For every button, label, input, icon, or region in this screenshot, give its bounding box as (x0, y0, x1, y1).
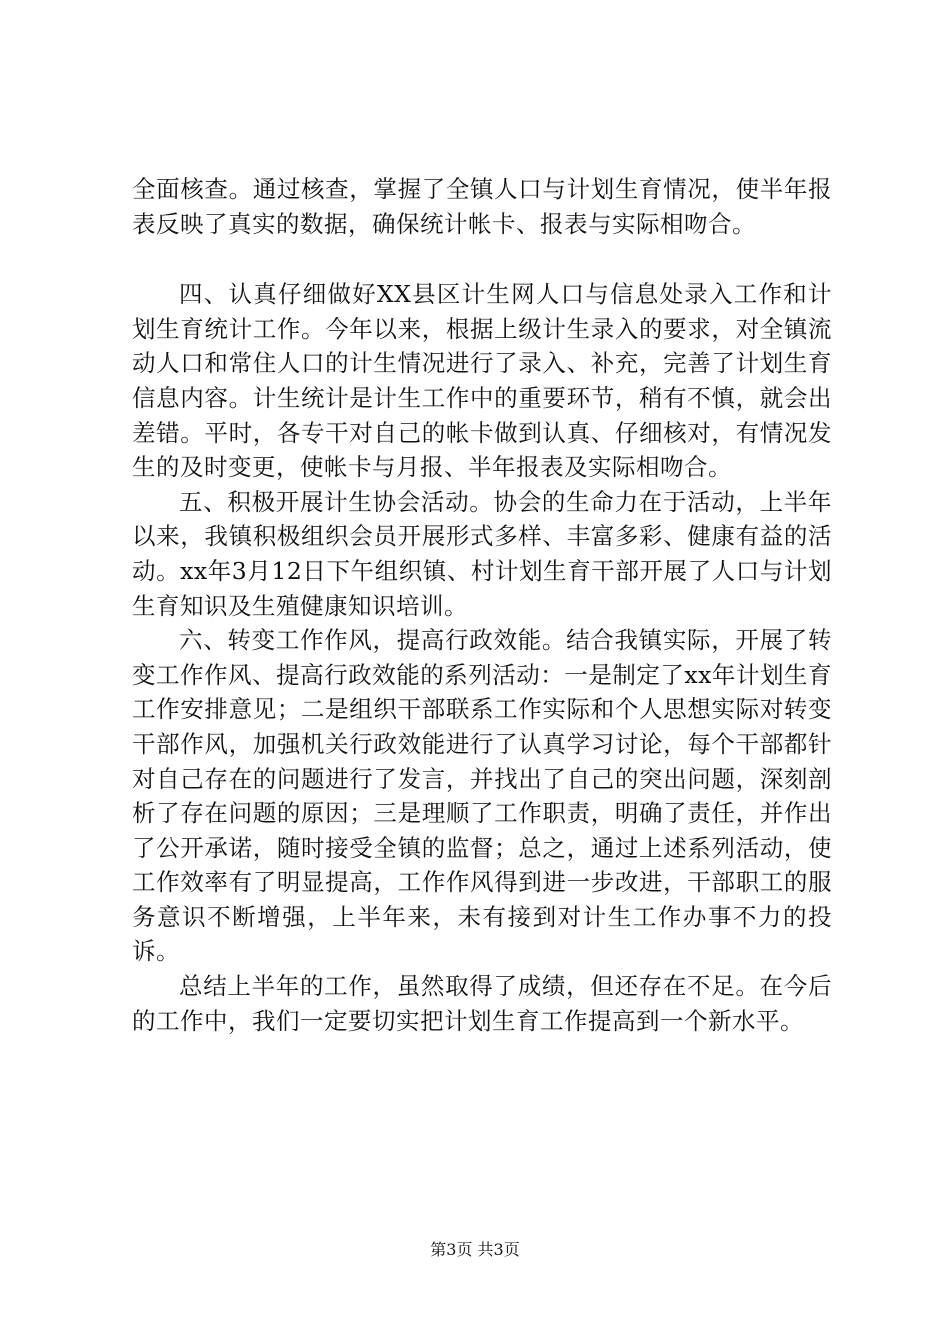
paragraph-section-four: 四、认真仔细做好XX县区计生网人口与信息处录入工作和计划生育统计工作。今年以来，根据上级计生录入的要求，对全镇流动人口和常住人口的计生情况进行了录入、补充，完善了计划生育信息内容。计生统计是计生工作中的重要环节，稍有不慎，就会出差错。平时，各专干对自己的帐卡做到认真、仔细核对，有情况发生的及时变更，使帐卡与月报、半年报表及实际相吻合。 (132, 280, 832, 482)
paragraph-section-five: 五、积极开展计生协会活动。协会的生命力在于活动，上半年以来，我镇积极组织会员开展形式多样、丰富多彩、健康有益的活动。xx年3月12日下午组织镇、村计划生育干部开展了人口与计划生育知识及生殖健康知识培训。 (132, 487, 832, 620)
paragraph-summary: 总结上半年的工作，虽然取得了成绩，但还存在不足。在今后的工作中，我们一定要切实把计划生育工作提高到一个新水平。 (132, 972, 832, 1035)
page-number-footer: 第3页 共3页 (430, 1240, 520, 1259)
paragraph-section-six: 六、转变工作作风，提高行政效能。结合我镇实际，开展了转变工作作风、提高行政效能的系列活动：一是制定了xx年计划生育工作安排意见；二是组织干部联系工作实际和个人思想实际对转变干部作风，加强机关行政效能进行了认真学习讨论，每个干部都针对自己存在的问题进行了发言，并找出了自己的突出问题，深刻剖析了存在问题的原因；三是理顺了工作职责，明确了责任，并作出了公开承诺，随时接受全镇的监督；总之，通过上述系列活动，使工作效率有了明显提高，工作作风得到进一步改进，干部职工的服务意识不断增强，上半年来，未有接到对计生工作办事不力的投诉。 (132, 626, 832, 966)
paragraph-continuation: 全面核查。通过核查，掌握了全镇人口与计划生育情况，使半年报表反映了真实的数据，确保统计帐卡、报表与实际相吻合。 (132, 175, 832, 238)
document-body (132, 172, 832, 1038)
